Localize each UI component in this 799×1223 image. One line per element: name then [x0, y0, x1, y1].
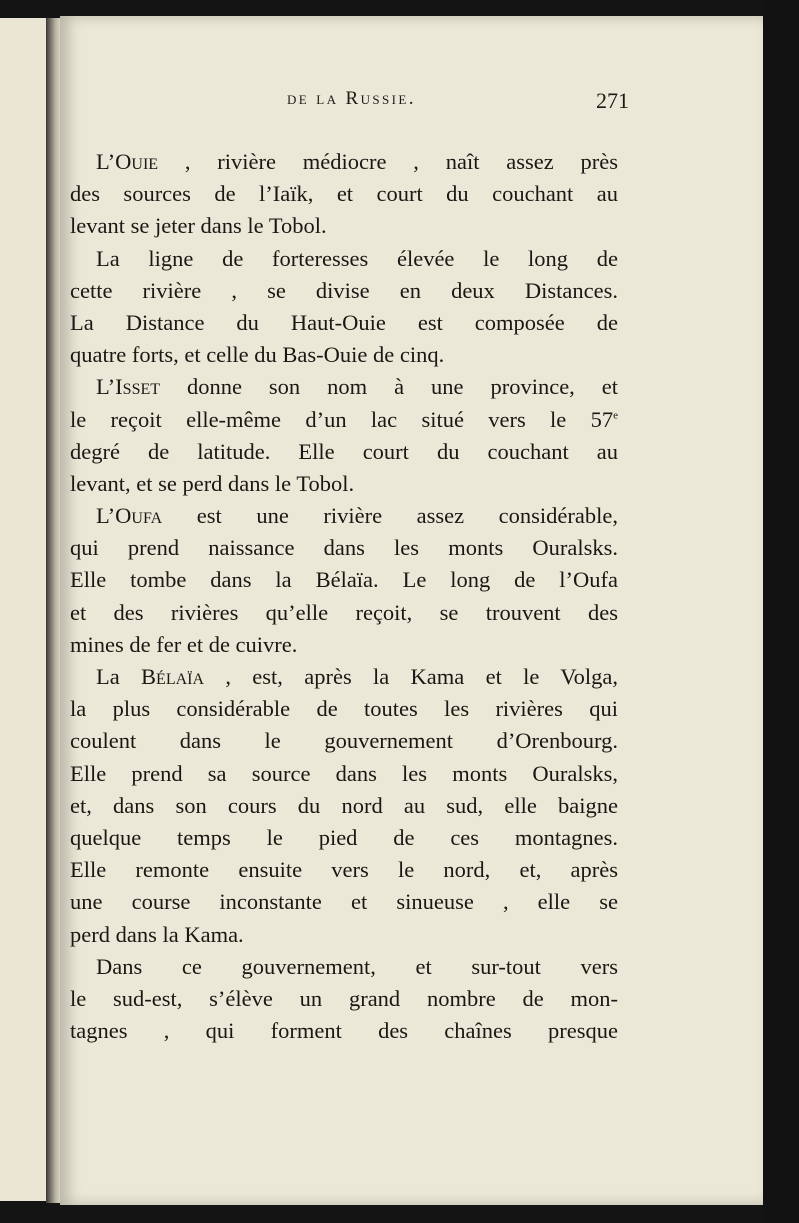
- text-run: quelque temps le pied de ces montagnes.: [70, 824, 618, 850]
- text-line: [70, 436, 618, 468]
- text-run: La Distance du Haut-Ouie est composée de: [70, 309, 618, 335]
- text-run: levant, et se perd dans le Tobol.: [70, 470, 355, 496]
- text-run: L’: [96, 374, 116, 400]
- text-run: , rivière médiocre , naît assez près: [158, 149, 618, 174]
- text-run: Elle prend sa source dans les monts Ouralsks,: [70, 760, 618, 786]
- text-line: [70, 951, 618, 983]
- page-number: 271: [596, 88, 629, 113]
- text-line: [70, 1015, 618, 1047]
- river-name: Ouie: [115, 149, 159, 174]
- text-line: [70, 661, 618, 693]
- text-line: [70, 597, 618, 629]
- text-run: L’: [96, 149, 116, 174]
- body-text: [70, 146, 618, 1047]
- text-run: Elle tombe dans la Bélaïa. Le long de l’Oufa: [70, 567, 618, 593]
- paragraph: [70, 371, 618, 500]
- text-run: tagnes , qui forment des chaînes presque: [70, 1018, 618, 1044]
- text-run: cette rivière , se divise en deux Distances.: [70, 277, 618, 303]
- facing-page-edge: [0, 18, 48, 1201]
- text-run: Elle remonte ensuite vers le nord, et, après: [70, 857, 618, 883]
- page-header: [70, 88, 629, 118]
- river-name: Isset: [115, 374, 161, 400]
- text-run: , est, après la Kama et le Volga,: [204, 664, 618, 689]
- running-title: de la Russie.: [287, 88, 416, 109]
- text-run: degré de latitude. Elle court du couchant au: [70, 438, 618, 464]
- text-line: [70, 468, 618, 500]
- text-line: [70, 371, 618, 403]
- text-line: [70, 404, 618, 436]
- text-run: quatre forts, et celle du Bas-Ouie de cinq.: [70, 342, 445, 368]
- text-line: [70, 758, 618, 790]
- text-line: [70, 210, 618, 242]
- text-line: [70, 243, 618, 275]
- text-run: le sud-est, s’élève un grand nombre de mon-: [70, 985, 618, 1011]
- text-run: le reçoit elle-même d’un lac situé vers le 57: [70, 406, 614, 432]
- river-name: Bélaïa: [141, 664, 205, 689]
- text-run: la plus considérable de toutes les rivières qui: [70, 696, 618, 722]
- text-run: donne son nom à une province, et: [160, 374, 618, 400]
- text-run: levant se jeter dans le Tobol.: [70, 213, 327, 239]
- text-line: [70, 725, 618, 757]
- text-line: [70, 307, 618, 339]
- text-line: [70, 790, 618, 822]
- text-run: mines de fer et de cuivre.: [70, 631, 298, 657]
- text-line: [70, 275, 618, 307]
- text-line: [70, 629, 618, 661]
- text-line: [70, 532, 618, 564]
- text-line: [70, 919, 618, 951]
- text-run: une course inconstante et sinueuse , elle se: [70, 889, 618, 915]
- text-run: des sources de l’Iaïk, et court du couchant au: [70, 181, 618, 207]
- page-border: [763, 0, 799, 1223]
- text-run: La: [96, 664, 142, 689]
- text-line: [70, 693, 618, 725]
- paragraph: [70, 500, 618, 661]
- text-run: L’: [96, 503, 116, 529]
- text-line: [70, 886, 618, 918]
- paragraph: [70, 951, 618, 1048]
- text-line: [70, 854, 618, 886]
- paragraph: [70, 661, 618, 951]
- text-line: [70, 822, 618, 854]
- paragraph: [70, 243, 618, 372]
- text-line: [70, 146, 618, 178]
- river-name: Oufa: [115, 503, 163, 529]
- text-run: et des rivières qu’elle reçoit, se trouvent des: [70, 599, 618, 625]
- text-run: Dans ce gouvernement, et sur-tout vers: [96, 953, 618, 979]
- text-run: qui prend naissance dans les monts Ouralsks.: [70, 535, 618, 561]
- text-run: La ligne de forteresses élevée le long de: [96, 245, 618, 271]
- text-line: [70, 983, 618, 1015]
- paragraph: [70, 146, 618, 243]
- text-run: est une rivière assez considérable,: [162, 503, 618, 529]
- text-line: [70, 178, 618, 210]
- text-line: [70, 500, 618, 532]
- text-run: perd dans la Kama.: [70, 921, 244, 947]
- text-line: [70, 564, 618, 596]
- text-run: coulent dans le gouvernement d’Orenbourg.: [70, 728, 618, 754]
- text-line: [70, 339, 618, 371]
- text-run: et, dans son cours du nord au sud, elle baigne: [70, 792, 618, 818]
- superscript: e: [613, 409, 618, 421]
